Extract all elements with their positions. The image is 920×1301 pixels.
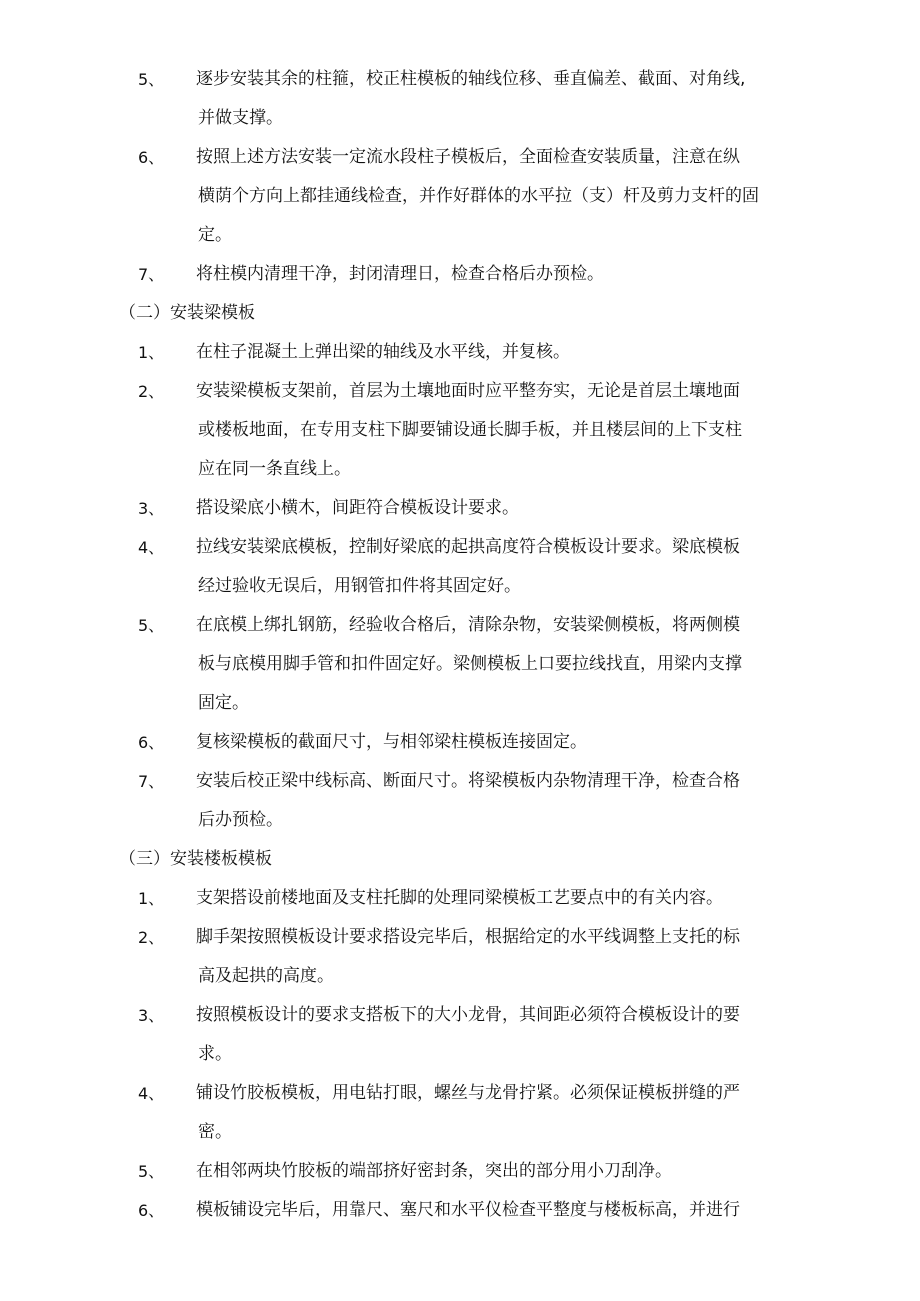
list-item-text	[196, 996, 816, 1074]
list-item-text	[196, 489, 816, 528]
text-line: 后办预检。	[198, 810, 283, 830]
list-item	[0, 918, 920, 996]
list-item-text	[196, 255, 816, 294]
text-line: 板与底模用脚手管和扣件固定好。梁侧模板上口要拉线找直，用梁内支撑	[198, 654, 742, 674]
text-line: 经过验收无误后，用钢管扣件将其固定好。	[198, 576, 521, 596]
list-item	[0, 762, 920, 840]
list-item-text	[196, 138, 816, 255]
text-line: 密。	[198, 1122, 232, 1142]
list-item	[0, 489, 920, 528]
list-item-text	[196, 333, 816, 372]
document-body	[0, 60, 920, 1230]
list-item	[0, 333, 920, 372]
text-line: 支架搭设前楼地面及支柱托脚的处理同梁模板工艺要点中的有关内容。	[196, 888, 723, 908]
text-line: 按照模板设计的要求支搭板下的大小龙骨，其间距必须符合模板设计的要	[196, 1005, 740, 1025]
text-line: 逐步安装其余的柱箍，校正柱模板的轴线位移、垂直偏差、截面、对角线,	[196, 69, 746, 89]
section-heading: （三）安装楼板模板	[119, 849, 272, 869]
list-item-text	[196, 606, 816, 723]
list-item	[0, 255, 920, 294]
list-item	[0, 60, 920, 138]
list-item-number: 6、	[138, 733, 165, 752]
text-line: 或楼板地面，在专用支柱下脚要铺设通长脚手板，并且楼层间的上下支柱	[198, 420, 742, 440]
text-line: 安装梁模板支架前，首层为土壤地面时应平整夯实，无论是首层土壤地面	[196, 381, 740, 401]
list-item-number: 2、	[138, 928, 165, 947]
text-line: 复核梁模板的截面尺寸，与相邻梁柱模板连接固定。	[196, 732, 587, 752]
list-item-text	[196, 372, 816, 489]
text-line: 高及起拱的高度。	[198, 966, 334, 986]
text-line: 将柱模内清理干净，封闭清理日，检查合格后办预检。	[196, 264, 604, 284]
list-item-number: 1、	[138, 889, 165, 908]
list-item-text	[196, 1191, 816, 1230]
list-item-text	[196, 879, 816, 918]
text-line: 固定。	[198, 693, 249, 713]
list-item-number: 4、	[138, 538, 165, 557]
list-item-text	[196, 1074, 816, 1152]
text-line: 在柱子混凝土上弹出梁的轴线及水平线，并复核。	[196, 342, 570, 362]
text-line: 脚手架按照模板设计要求搭设完毕后，根据给定的水平线调整上支托的标	[196, 927, 740, 947]
list-item	[0, 138, 920, 255]
list-item-text	[196, 762, 816, 840]
text-line: 按照上述方法安装一定流水段柱子模板后，全面检查安装质量，注意在纵	[196, 147, 740, 167]
text-line: 并做支撑。	[198, 108, 283, 128]
list-item-number: 3、	[138, 499, 165, 518]
list-item-number: 1、	[138, 343, 165, 362]
list-item-number: 3、	[138, 1006, 165, 1025]
list-item-text	[196, 60, 816, 138]
section-heading: （二）安装梁模板	[119, 303, 255, 323]
list-item-number: 7、	[138, 265, 165, 284]
text-line: 定。	[198, 225, 232, 245]
list-item	[0, 1152, 920, 1191]
list-item-text	[196, 918, 816, 996]
list-item-number: 6、	[138, 148, 165, 167]
text-line: 求。	[198, 1044, 232, 1064]
list-item	[0, 528, 920, 606]
list-item-number: 5、	[138, 1162, 165, 1181]
list-item	[0, 996, 920, 1074]
list-item	[0, 1191, 920, 1230]
text-line: 铺设竹胶板模板，用电钻打眼，螺丝与龙骨拧紧。必须保证模板拼缝的严	[196, 1083, 740, 1103]
list-item-number: 5、	[138, 70, 165, 89]
list-item-number: 5、	[138, 616, 165, 635]
list-item	[0, 606, 920, 723]
list-item	[0, 723, 920, 762]
list-item-number: 7、	[138, 772, 165, 791]
list-item	[0, 879, 920, 918]
text-line: 拉线安装梁底模板，控制好梁底的起拱高度符合模板设计要求。梁底模板	[196, 537, 740, 557]
list-item-text	[196, 528, 816, 606]
list-item	[0, 1074, 920, 1152]
text-line: 在底模上绑扎钢筋，经验收合格后，清除杂物，安装梁侧模板，将两侧模	[196, 615, 740, 635]
text-line: 模板铺设完毕后，用靠尺、塞尺和水平仪检查平整度与楼板标高，并进行	[196, 1200, 740, 1220]
text-line: 应在同一条直线上。	[198, 459, 351, 479]
text-line: 安装后校正梁中线标高、断面尺寸。将梁模板内杂物清理干净，检查合格	[196, 771, 740, 791]
list-item-number: 4、	[138, 1084, 165, 1103]
text-line: 横荫个方向上都挂通线检查，并作好群体的水平拉（支）杆及剪力支杆的固	[198, 186, 759, 206]
list-item-text	[196, 723, 816, 762]
list-item-text	[196, 1152, 816, 1191]
text-line: 在相邻两块竹胶板的端部挤好密封条，突出的部分用小刀刮净。	[196, 1161, 672, 1181]
list-item	[0, 372, 920, 489]
list-item-number: 6、	[138, 1201, 165, 1220]
text-line: 搭设梁底小横木，间距符合模板设计要求。	[196, 498, 519, 518]
list-item-number: 2、	[138, 382, 165, 401]
